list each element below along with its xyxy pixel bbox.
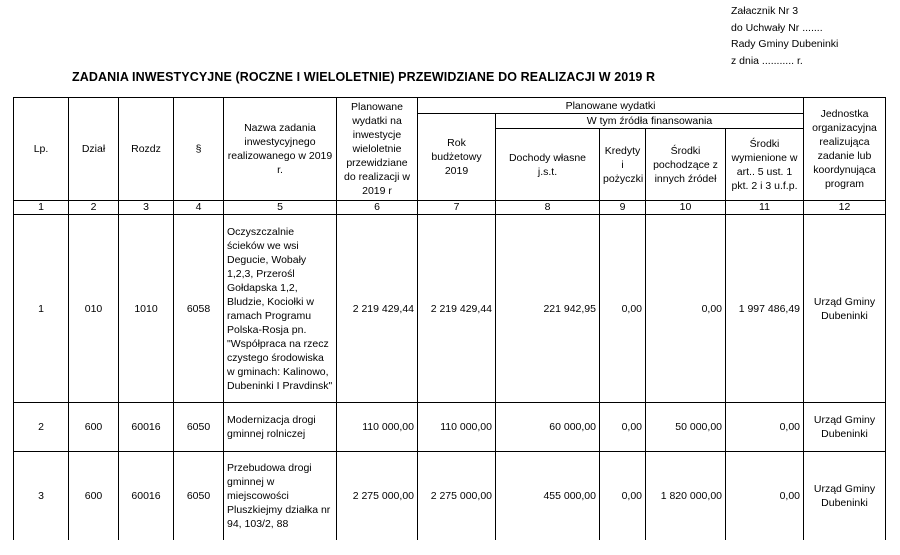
row-own-income: 455 000,00 — [496, 452, 600, 540]
row-other-funds: 0,00 — [646, 215, 726, 403]
header-own-income: Dochody własne j.s.t. — [496, 129, 600, 201]
row-dzial: 600 — [69, 403, 119, 452]
row-paragraph: 6050 — [174, 452, 224, 540]
column-number: 1 — [14, 201, 69, 215]
column-number: 4 — [174, 201, 224, 215]
annex-note — [731, 3, 838, 69]
header-unit: Jednostka organizacyjna realizująca zadanie lub koordynująca program — [804, 98, 886, 201]
column-number: 7 — [418, 201, 496, 215]
table-row — [14, 452, 886, 540]
row-rozdz: 60016 — [119, 452, 174, 540]
header-dzial: Dział — [69, 98, 119, 201]
row-ufp-funds: 1 997 486,49 — [726, 215, 804, 403]
row-unit: Urząd Gminy Dubeninki — [804, 215, 886, 403]
table-row — [14, 403, 886, 452]
column-number: 11 — [726, 201, 804, 215]
row-unit: Urząd Gminy Dubeninki — [804, 403, 886, 452]
row-own-income: 60 000,00 — [496, 403, 600, 452]
column-number: 12 — [804, 201, 886, 215]
row-lp: 1 — [14, 215, 69, 403]
row-budget-year: 2 219 429,44 — [418, 215, 496, 403]
header-ufp-funds: Środki wymienione w art.. 5 ust. 1 pkt. 2 i 3 u.f.p. — [726, 129, 804, 201]
row-task-name: Oczyszczalnie ścieków we wsi Degucie, Wobały 1,2,3, Przerośl Gołdapska 1,2, Bludzie, Kociołki w ramach Programu Polska-Rosja pn. "Współpraca na rzecz czystego środowiska w gminach: Kalinowo, Dubeninki I Pravdinsk" — [224, 215, 337, 403]
row-task-name: Modernizacja drogi gminnej rolniczej — [224, 403, 337, 452]
row-own-income: 221 942,95 — [496, 215, 600, 403]
row-planned-total: 2 219 429,44 — [337, 215, 418, 403]
row-paragraph: 6050 — [174, 403, 224, 452]
row-credits: 0,00 — [600, 452, 646, 540]
row-planned-total: 2 275 000,00 — [337, 452, 418, 540]
annex-line: do Uchwały Nr ....... — [731, 21, 823, 34]
column-number: 10 — [646, 201, 726, 215]
row-lp: 3 — [14, 452, 69, 540]
row-credits: 0,00 — [600, 403, 646, 452]
header-other-funds: Środki pochodzące z innych źródeł — [646, 129, 726, 201]
annex-line: Rady Gminy Dubeninki — [731, 38, 839, 50]
header-task-name: Nazwa zadania inwestycyjnego realizowanego w 2019 r. — [224, 98, 337, 201]
document-title: ZADANIA INWESTYCYJNE (ROCZNE I WIELOLETNIE) PRZEWIDZIANE DO REALIZACJI W 2019 R — [72, 70, 656, 84]
row-unit: Urząd Gminy Dubeninki — [804, 452, 886, 540]
column-number: 3 — [119, 201, 174, 215]
row-planned-total: 110 000,00 — [337, 403, 418, 452]
row-rozdz: 60016 — [119, 403, 174, 452]
header-planned-total: Planowane wydatki na inwestycje wieloletnie przewidziane do realizacji w 2019 r — [337, 98, 418, 201]
header-lp: Lp. — [14, 98, 69, 201]
row-rozdz: 1010 — [119, 215, 174, 403]
row-dzial: 010 — [69, 215, 119, 403]
column-number: 6 — [337, 201, 418, 215]
column-number: 9 — [600, 201, 646, 215]
annex-line: Załacznik Nr 3 — [731, 5, 799, 17]
header-paragraph: § — [174, 98, 224, 201]
header-planned-group: Planowane wydatki — [418, 98, 804, 114]
investment-table — [13, 97, 886, 540]
header-sources-group: W tym źródła finansowania — [496, 114, 804, 129]
row-task-name: Przebudowa drogi gminnej w miejscowości Pluszkiejmy działka nr 94, 103/2, 88 — [224, 452, 337, 540]
header-credits: Kredyty i pożyczki — [600, 129, 646, 201]
row-credits: 0,00 — [600, 215, 646, 403]
annex-line: z dnia ........... r. — [731, 54, 803, 67]
header-budget-year: Rok budżetowy 2019 — [418, 114, 496, 201]
row-other-funds: 50 000,00 — [646, 403, 726, 452]
row-paragraph: 6058 — [174, 215, 224, 403]
table-row — [14, 215, 886, 403]
row-lp: 2 — [14, 403, 69, 452]
row-other-funds: 1 820 000,00 — [646, 452, 726, 540]
row-budget-year: 110 000,00 — [418, 403, 496, 452]
row-budget-year: 2 275 000,00 — [418, 452, 496, 540]
column-number: 8 — [496, 201, 600, 215]
header-rozdz: Rozdz — [119, 98, 174, 201]
column-number: 2 — [69, 201, 119, 215]
column-number: 5 — [224, 201, 337, 215]
row-ufp-funds: 0,00 — [726, 452, 804, 540]
row-ufp-funds: 0,00 — [726, 403, 804, 452]
row-dzial: 600 — [69, 452, 119, 540]
